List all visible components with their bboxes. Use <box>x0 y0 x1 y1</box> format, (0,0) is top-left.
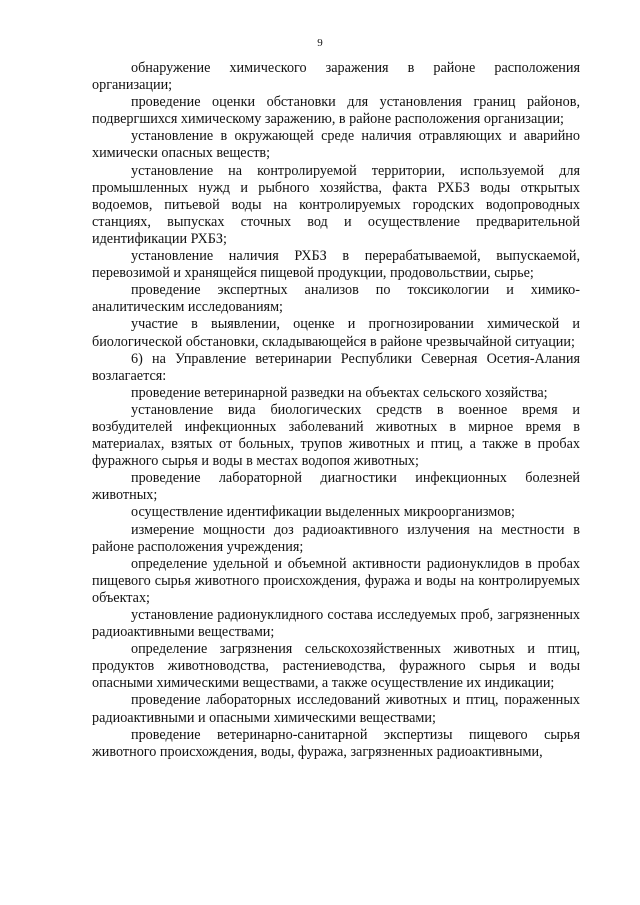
paragraph: проведение ветеринарно-санитарной экспертизы пищевого сырья животного происхождения, воды, фуража, загрязненных радиоактивными, <box>92 726 580 760</box>
paragraph: проведение экспертных анализов по токсикологии и химико-аналитическим исследованиям; <box>92 282 580 316</box>
paragraph: проведение оценки обстановки для установления границ районов, подвергшихся химическому заражению, в районе расположения организации; <box>92 94 580 128</box>
paragraph: 6) на Управление ветеринарии Республики Северная Осетия-Алания возлагается: <box>92 350 580 384</box>
paragraph: установление в окружающей среде наличия отравляющих и аварийно химически опасных веществ; <box>92 128 580 162</box>
paragraph: осуществление идентификации выделенных микроорганизмов; <box>131 504 515 521</box>
paragraph: проведение лабораторных исследований животных и птиц, пораженных радиоактивными и опасными химическими веществами; <box>92 692 580 726</box>
page-number: 9 <box>317 37 323 49</box>
paragraph: измерение мощности доз радиоактивного излучения на местности в районе расположения учреждения; <box>92 521 580 555</box>
paragraph: установление вида биологических средств в военное время и возбудителей инфекционных заболеваний животных в мирное время в материалах, взятых от больных, трупов животных и птиц, а также в пробах фуражного сырья и воды в местах водопоя животных; <box>92 401 580 470</box>
paragraph: проведение ветеринарной разведки на объектах сельского хозяйства; <box>131 384 548 401</box>
paragraph: установление на контролируемой территории, используемой для промышленных нужд и рыбного хозяйства, факта РХБЗ воды открытых водоемов, питьевой воды на контролируемых городских водопроводных станциях, выпусках сточных вод и осуществление предварительной идентификации РХБЗ; <box>92 162 580 247</box>
document-body <box>92 60 580 761</box>
paragraph: участие в выявлении, оценке и прогнозировании химической и биологической обстановки, складывающейся в районе чрезвычайной ситуации; <box>92 316 580 350</box>
paragraph: определение загрязнения сельскохозяйственных животных и птиц, продуктов животноводства, растениеводства, фуражного сырья и воды опасными химическими веществами, а также осуществление их индикации; <box>92 641 580 692</box>
paragraph: установление радионуклидного состава исследуемых проб, загрязненных радиоактивными веществами; <box>92 607 580 641</box>
paragraph: установление наличия РХБЗ в перерабатываемой, выпускаемой, перевозимой и хранящейся пищевой продукции, продовольствии, сырье; <box>92 248 580 282</box>
paragraph: обнаружение химического заражения в районе расположения организации; <box>92 60 580 94</box>
paragraph: проведение лабораторной диагностики инфекционных болезней животных; <box>92 470 580 504</box>
paragraph: определение удельной и объемной активности радионуклидов в пробах пищевого сырья животного происхождения, фуража и воды на контролируемых объектах; <box>92 555 580 606</box>
